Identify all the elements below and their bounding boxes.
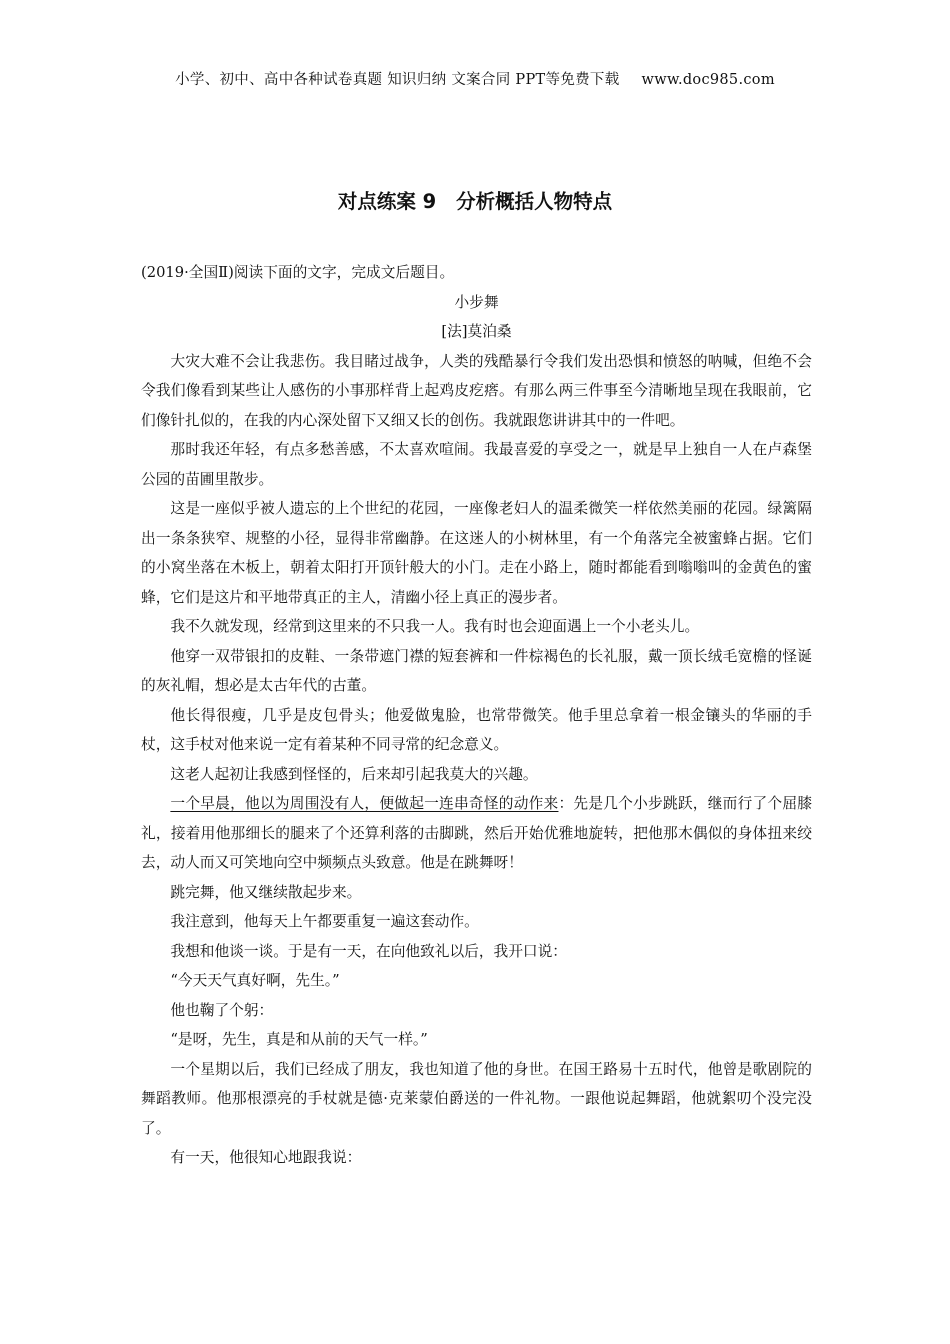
- paragraph: 他穿一双带银扣的皮鞋、一条带遮门襟的短套裤和一件棕褐色的长礼服，戴一顶长绒毛宽檐的怪诞的灰礼帽，想必是太古年代的古董。: [141, 647, 812, 694]
- lesson-topic: 分析概括人物特点: [456, 190, 613, 213]
- paragraph: 他长得很瘦，几乎是皮包骨头；他爱做鬼脸，也常带微笑。他手里总拿着一根金镶头的华丽的手杖，这手杖对他来说一定有着某种不同寻常的纪念意义。: [141, 706, 812, 753]
- paragraph-continuation: ：先是几个小步跳跃，继而行了个屈膝礼，接着用他那细长的腿来了个还算利落的击脚跳，然后开始优雅地旋转，把他那木偶似的身体扭来绞去，动人而又可笑地向空中频频点头致意。他是在跳舞呀！: [141, 795, 812, 871]
- lesson-label: 对点练案 9: [337, 190, 437, 213]
- page-header: [0, 68, 950, 89]
- paragraph: 一个星期以后，我们已经成了朋友，我也知道了他的身世。在国王路易十五时代，他曾是歌剧院的舞蹈教师。他那根漂亮的手杖就是德·克莱蒙伯爵送的一件礼物。一跟他说起舞蹈，他就絮叨个没完没了。: [141, 1060, 812, 1137]
- paragraph: 我不久就发现，经常到这里来的不只我一人。我有时也会迎面遇上一个小老头儿。: [170, 618, 700, 635]
- underlined-passage: 一个早晨，他以为周围没有人，便做起一连串奇怪的动作来: [170, 795, 559, 812]
- story-author: [法]莫泊桑: [441, 323, 512, 340]
- header-banner: 小学、初中、高中各种试卷真题 知识归纳 文案合同 PPT等免费下载: [175, 72, 620, 88]
- story-title: 小步舞: [454, 293, 499, 311]
- paragraph: 这老人起初让我感到怪怪的，后来却引起我莫大的兴趣。: [170, 765, 538, 783]
- header-site-url[interactable]: www.doc985.com: [641, 72, 775, 88]
- paragraph: 有一天，他很知心地跟我说：: [170, 1149, 362, 1166]
- paragraph: 我想和他谈一谈。于是有一天，在向他致礼以后，我开口说：: [170, 942, 567, 960]
- dialogue-line: “是呀，先生，真是和从前的天气一样。”: [170, 1031, 428, 1048]
- paragraph: 跳完舞，他又继续散起步来。: [170, 883, 362, 901]
- dialogue-line: “今天天气真好啊，先生。”: [170, 972, 340, 989]
- paragraph-with-underline: [141, 789, 812, 878]
- paragraph: 这是一座似乎被人遗忘的上个世纪的花园，一座像老妇人的温柔微笑一样依然美丽的花园。绿篱隔出一条条狭窄、规整的小径，显得非常幽静。在这迷人的小树林里，有一个角落完全被蜜蜂占据。它们的小窝坐落在木板上，朝着太阳打开顶针般大的小门。走在小路上，随时都能看到嗡嗡叫的金黄色的蜜蜂，它们是这片和平地带真正的主人，清幽小径上真正的漫步者。: [141, 500, 812, 606]
- paragraph: 那时我还年轻，有点多愁善感，不太喜欢喧闹。我最喜爱的享受之一，就是早上独自一人在卢森堡公园的苗圃里散步。: [141, 441, 812, 488]
- reading-passage: [141, 258, 812, 1173]
- paragraph: 大灾大难不会让我悲伤。我目睹过战争，人类的残酷暴行令我们发出恐惧和愤怒的呐喊，但绝不会令我们像看到某些让人感伤的小事那样背上起鸡皮疙瘩。有那么两三件事至今清晰地呈现在我眼前，它们像针扎似的，在我的内心深处留下又细又长的创伤。我就跟您讲讲其中的一件吧。: [141, 352, 812, 429]
- paragraph: 他也鞠了个躬：: [170, 1001, 274, 1019]
- document-title: [0, 186, 950, 214]
- paragraph: 我注意到，他每天上午都要重复一遍这套动作。: [170, 913, 479, 930]
- source-line: (2019·全国Ⅱ)阅读下面的文字，完成文后题目。: [141, 264, 455, 281]
